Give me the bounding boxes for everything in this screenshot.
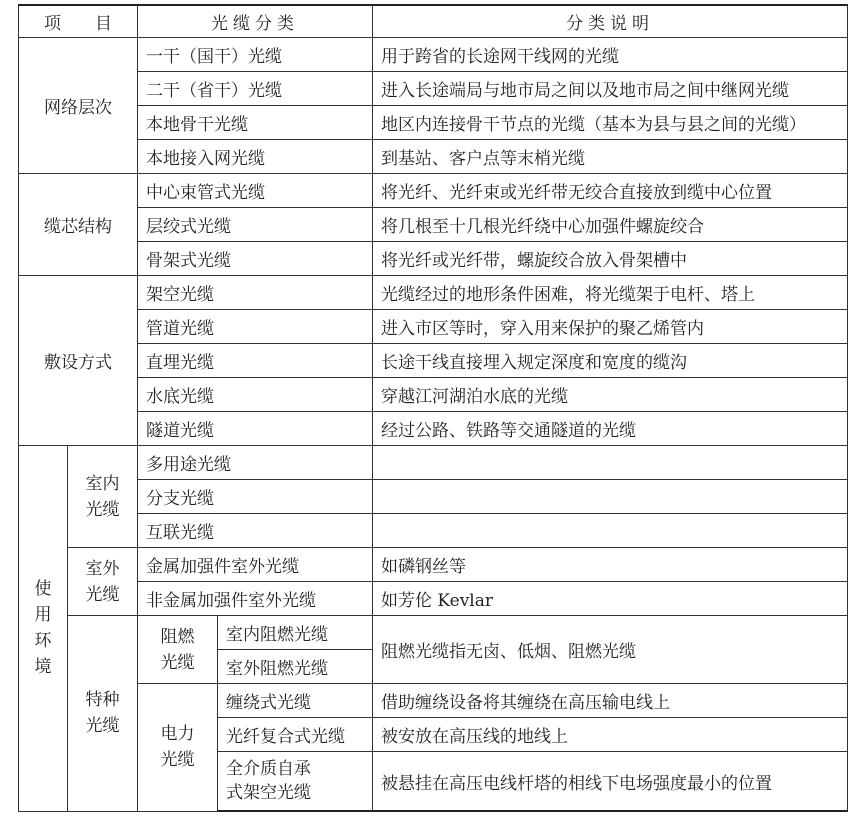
cable-type-cell: 多用途光缆 <box>138 446 373 480</box>
cable-type-cell: 二干（省干）光缆 <box>138 72 373 106</box>
description-cell <box>373 446 848 480</box>
special-label-line: 特种 <box>85 690 120 711</box>
indoor-label-line: 光缆 <box>85 499 120 520</box>
table-header-row <box>19 5 848 38</box>
cable-type-cell: 中心束管式光缆 <box>138 174 373 208</box>
table-row <box>19 242 848 276</box>
subgroup-special-label <box>68 616 138 812</box>
description-cell: 光缆经过的地形条件困难，将光缆架于电杆、塔上 <box>373 276 848 310</box>
cable-type-cell <box>218 752 373 812</box>
group-network-label: 网络层次 <box>19 38 138 174</box>
table-row <box>19 514 848 548</box>
cable-type-cell: 本地骨干光缆 <box>138 106 373 140</box>
outdoor-label-line: 光缆 <box>85 584 120 605</box>
description-cell: 借助缠绕设备将其缠绕在高压输电线上 <box>373 684 848 718</box>
cable-type-cell: 隧道光缆 <box>138 412 373 446</box>
cable-type-cell: 分支光缆 <box>138 480 373 514</box>
description-cell: 穿越江河湖泊水底的光缆 <box>373 378 848 412</box>
table-row <box>19 344 848 378</box>
cable-type-cell: 本地接入网光缆 <box>138 140 373 174</box>
description-cell <box>373 480 848 514</box>
power-label-line: 电力 <box>160 724 195 745</box>
cable-type-cell: 层绞式光缆 <box>138 208 373 242</box>
table-row <box>19 140 848 174</box>
description-cell: 被悬挂在高压电线杆塔的相线下电场强度最小的位置 <box>373 752 848 812</box>
env-label-char: 境 <box>34 657 52 678</box>
group-core-label: 缆芯结构 <box>19 174 138 276</box>
description-cell: 将光纤、光纤束或光纤带无绞合直接放到缆中心位置 <box>373 174 848 208</box>
cable-type-cell: 骨架式光缆 <box>138 242 373 276</box>
cable-type-cell: 室内阻燃光缆 <box>218 616 373 650</box>
power-label-line: 光缆 <box>160 750 195 771</box>
table-row <box>19 106 848 140</box>
description-cell: 如磷钢丝等 <box>373 548 848 582</box>
description-cell: 经过公路、铁路等交通隧道的光缆 <box>373 412 848 446</box>
env-label-char: 使 <box>34 579 52 600</box>
special-label-line: 光缆 <box>85 716 120 737</box>
subgroup-power-label <box>138 684 218 812</box>
description-cell: 地区内连接骨干节点的光缆（基本为县与县之间的光缆） <box>373 106 848 140</box>
table-row <box>19 446 848 480</box>
cable-type-cell: 水底光缆 <box>138 378 373 412</box>
table-row <box>19 412 848 446</box>
subgroup-outdoor-label <box>68 548 138 616</box>
cable-type-cell: 一干（国干）光缆 <box>138 38 373 72</box>
cable-type-cell: 金属加强件室外光缆 <box>138 548 373 582</box>
header-description: 分类说明 <box>373 5 848 38</box>
flame-label-line: 光缆 <box>160 652 195 673</box>
cable-type-cell: 互联光缆 <box>138 514 373 548</box>
cable-type-cell: 缠绕式光缆 <box>218 684 373 718</box>
cable-type-cell: 非金属加强件室外光缆 <box>138 582 373 616</box>
cable-type-cell: 管道光缆 <box>138 310 373 344</box>
description-cell: 将几根至十几根光纤绕中心加强件螺旋绞合 <box>373 208 848 242</box>
table-row <box>19 276 848 310</box>
cable-type-cell: 光纤复合式光缆 <box>218 718 373 752</box>
group-laying-label: 敷设方式 <box>19 276 138 446</box>
indoor-label-line: 室内 <box>85 473 120 494</box>
description-cell: 如芳伦 Kevlar <box>373 582 848 616</box>
subgroup-flame-label <box>138 616 218 684</box>
table-row <box>19 480 848 514</box>
flame-label-line: 阻燃 <box>160 626 195 647</box>
outdoor-label-line: 室外 <box>85 558 120 579</box>
table-row <box>19 38 848 72</box>
subgroup-indoor-label <box>68 446 138 548</box>
table-row <box>19 72 848 106</box>
description-cell: 长途干线直接埋入规定深度和宽度的缆沟 <box>373 344 848 378</box>
description-cell: 阻燃光缆指无卤、低烟、阻燃光缆 <box>373 616 848 684</box>
cable-classification-table <box>18 4 848 812</box>
cable-type-cell: 直埋光缆 <box>138 344 373 378</box>
header-cable-type: 光缆分类 <box>138 5 373 38</box>
table-row <box>19 208 848 242</box>
cable-type-line: 式架空光缆 <box>226 783 311 803</box>
group-env-label <box>19 446 68 812</box>
table-row <box>19 582 848 616</box>
env-label-char: 用 <box>34 605 52 626</box>
header-item: 项 目 <box>19 5 138 38</box>
description-cell: 用于跨省的长途网干线网的光缆 <box>373 38 848 72</box>
description-cell: 进入市区等时，穿入用来保护的聚乙烯管内 <box>373 310 848 344</box>
cable-type-cell: 架空光缆 <box>138 276 373 310</box>
table-row <box>19 684 848 718</box>
description-cell: 将光纤或光纤带，螺旋绞合放入骨架槽中 <box>373 242 848 276</box>
table-row <box>19 174 848 208</box>
description-cell: 进入长途端局与地市局之间以及地市局之间中继网光缆 <box>373 72 848 106</box>
table-row <box>19 310 848 344</box>
description-cell: 被安放在高压线的地线上 <box>373 718 848 752</box>
table-row <box>19 548 848 582</box>
env-label-char: 环 <box>34 631 52 652</box>
table-row <box>19 616 848 650</box>
table-row <box>19 378 848 412</box>
cable-type-line: 全介质自承 <box>226 759 311 779</box>
description-cell: 到基站、客户点等末梢光缆 <box>373 140 848 174</box>
description-cell <box>373 514 848 548</box>
cable-type-cell: 室外阻燃光缆 <box>218 650 373 684</box>
